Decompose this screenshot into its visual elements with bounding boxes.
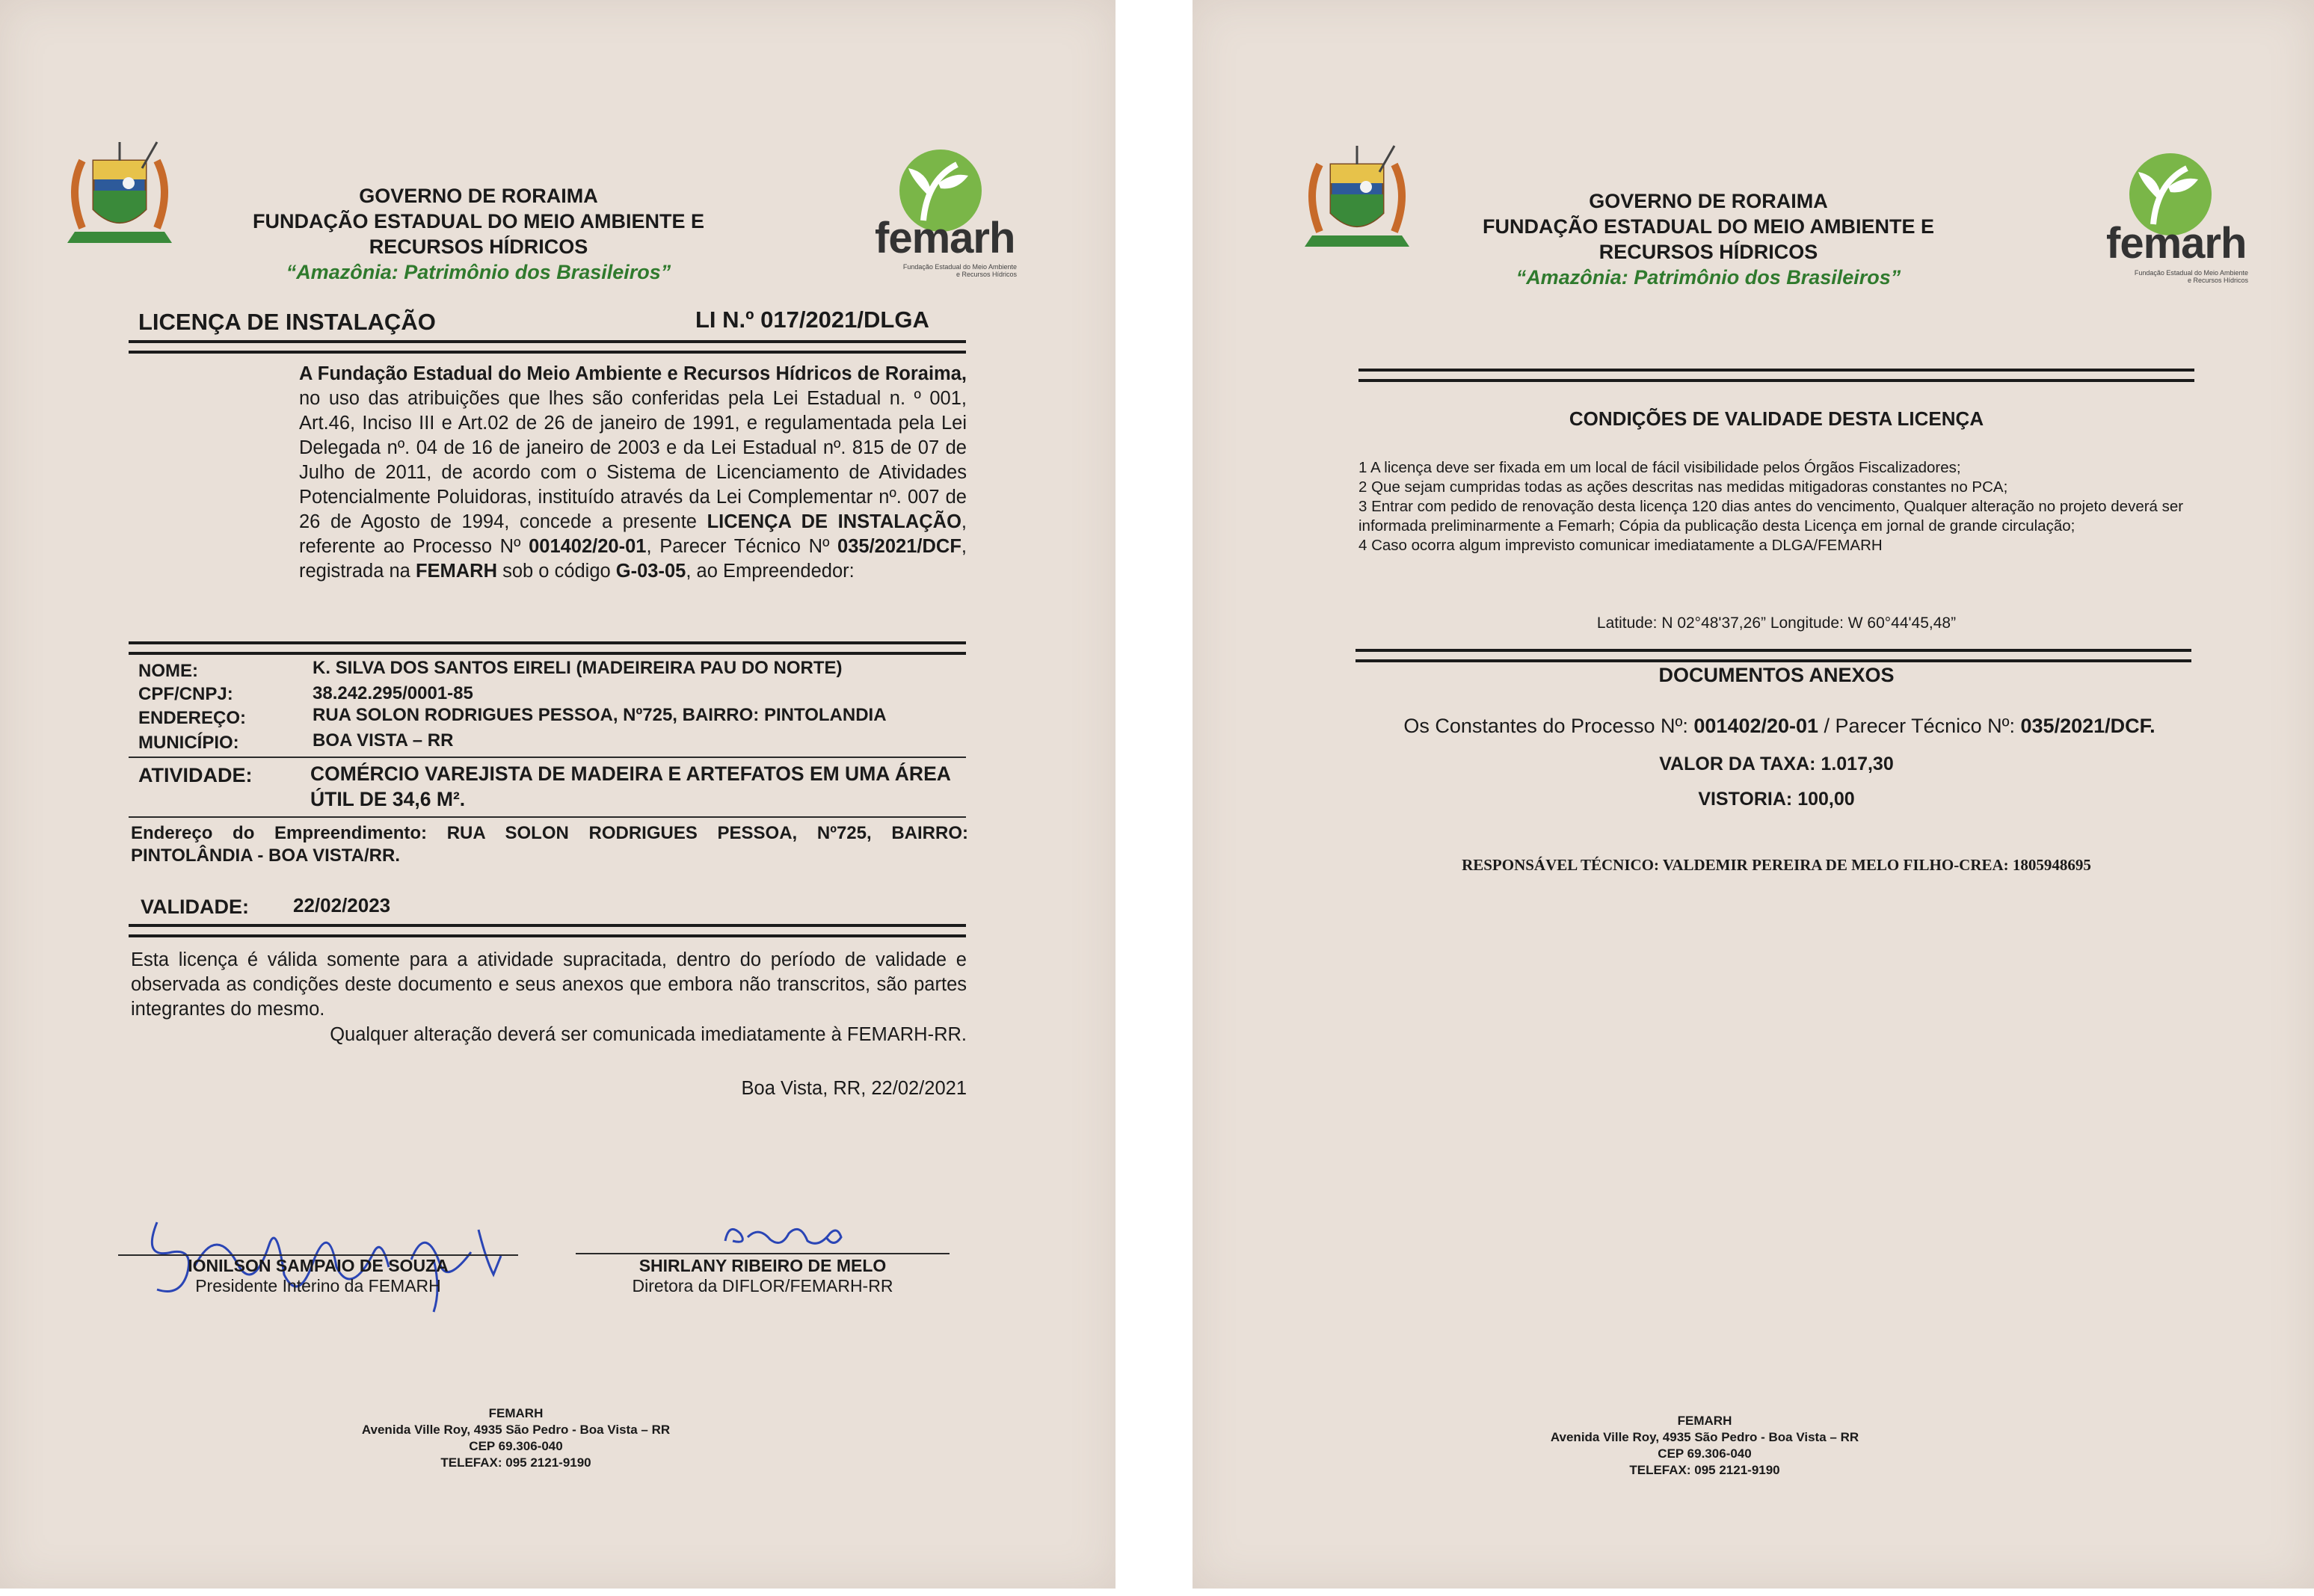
cpf-value: 38.242.295/0001-85 [313,683,473,703]
signature-block-president [118,1256,518,1296]
license-number: LI N.º 017/2021/DLGA [695,306,929,333]
divider [129,340,966,354]
cpf-label: CPF/CNPJ: [138,684,233,704]
header-foundation: FUNDAÇÃO ESTADUAL DO MEIO AMBIENTE E [252,210,704,232]
municipio-label: MUNICÍPIO: [138,733,239,753]
header-foundation: FUNDAÇÃO ESTADUAL DO MEIO AMBIENTE E [1482,215,1934,238]
signer-name: SHIRLANY RIBEIRO DE MELO [638,1256,887,1275]
signer-role: Diretora da DIFLOR/FEMARH-RR [632,1276,893,1295]
signer-role: Presidente Interino da FEMARH [195,1276,441,1295]
divider [129,641,966,655]
empreendimento-address: Endereço do Empreendimento: RUA SOLON RODRIGUES PESSOA, Nº725, BAIRRO: PINTOLÂNDIA - BOA VISTA/RR. [131,823,968,866]
divider [129,816,966,818]
signature-block-director [576,1256,950,1296]
endereco-value: RUA SOLON RODRIGUES PESSOA, Nº725, BAIRRO: PINTOLANDIA [313,705,887,725]
header-slogan: “Amazônia: Patrimônio dos Brasileiros” [1516,266,1901,289]
condition-item: 3 Entrar com pedido de renovação desta licença 120 dias antes do vencimento, Qualquer alteração no projeto deverá ser informada preliminarmente a Femarh; Cópia da publicação desta Licença em jornal de grande circulação; [1358,498,2184,534]
footer-address: FEMARH Avenida Ville Roy, 4935 São Pedro - Boa Vista – RR CEP 69.306-040 TELEFAX: 095 2121-9190 [1550,1414,1859,1477]
condition-item: 1 A licença deve ser fixada em um local de fácil visibilidade pelos Órgãos Fiscalizadores; [1358,459,1961,476]
inspection-value: VISTORIA: 100,00 [1698,789,1855,810]
femarh-wordmark: femarh [875,214,1015,262]
validade-label: VALIDADE: [141,896,249,918]
divider [129,757,966,758]
conditions-title: CONDIÇÕES DE VALIDADE DESTA LICENÇA [1569,407,1984,430]
femarh-logo-subtitle: Fundação Estadual do Meio Ambiente e Recursos Hídricos [902,263,1017,278]
license-title: LICENÇA DE INSTALAÇÃO [138,309,436,335]
validade-value: 22/02/2023 [293,894,391,916]
header-resources: RECURSOS HÍDRICOS [1598,241,1818,263]
nome-value: K. SILVA DOS SANTOS EIRELI (MADEIREIRA PAU DO NORTE) [313,658,843,678]
signature-line [576,1253,950,1254]
license-page-1 [0,0,1116,1589]
header-government: GOVERNO DE RORAIMA [1589,190,1828,212]
signature-shirlany-icon [718,1218,845,1252]
fee-value: VALOR DA TAXA: 1.017,30 [1659,754,1894,774]
conditions-list [1358,458,2203,555]
municipio-value: BOA VISTA – RR [313,730,454,751]
validity-paragraph: Esta licença é válida somente para a atividade supracitada, dentro do período de validade e observada as condições deste documento e seus anexos que embora não transcritos, são partes integrantes do mesmo. [131,949,967,1020]
divider [1358,369,2194,382]
header-slogan: “Amazônia: Patrimônio dos Brasileiros” [286,261,671,283]
condition-item: 2 Que sejam cumpridas todas as ações descritas nas medidas mitigadoras constantes no PCA; [1358,478,2008,496]
divider [1356,649,2191,662]
change-notice: Qualquer alteração deverá ser comunicada imediatamente à FEMARH-RR. [330,1024,967,1045]
header-government: GOVERNO DE RORAIMA [359,185,598,207]
license-page-2 [1193,0,2314,1589]
responsible-technician: RESPONSÁVEL TÉCNICO: VALDEMIR PEREIRA DE MELO FILHO-CREA: 1805948695 [1462,856,2091,874]
nome-label: NOME: [138,661,198,681]
condition-item: 4 Caso ocorra algum imprevisto comunicar imediatamente a DLGA/FEMARH [1358,537,1883,554]
footer-address: FEMARH Avenida Ville Roy, 4935 São Pedro - Boa Vista – RR CEP 69.306-040 TELEFAX: 095 2121-9190 [361,1406,671,1470]
signer-name: IONILSON SAMPAIO DE SOUZA [188,1256,449,1275]
femarh-wordmark: femarh [2106,219,2247,268]
divider [129,924,966,937]
atividade-label: ATIVIDADE: [138,764,253,786]
femarh-logo-subtitle: Fundação Estadual do Meio Ambiente e Recursos Hídricos [2134,269,2248,284]
header-resources: RECURSOS HÍDRICOS [369,235,588,258]
place-date: Boa Vista, RR, 22/02/2021 [741,1078,967,1099]
atividade-value: COMÉRCIO VAREJISTA DE MADEIRA E ARTEFATOS EM UMA ÁREA ÚTIL DE 34,6 M². [310,762,950,810]
annex-reference: Os Constantes do Processo Nº: 001402/20-01 / Parecer Técnico Nº: 035/2021/DCF. [1403,715,2155,737]
annex-title: DOCUMENTOS ANEXOS [1658,664,1895,686]
coordinates: Latitude: N 02°48'37,26” Longitude: W 60°44'45,48” [1596,614,1957,632]
license-intro-paragraph: A Fundação Estadual do Meio Ambiente e Recursos Hídricos de Roraima, no uso das atribuições que lhes são conferidas pela Lei Estadual n. º 001, Art.46, Inciso III e Art.02 de 26 de janeiro de 1991, e regulamentada pela Lei Delegada nº. 04 de 16 de janeiro de 2003 e da Lei Estadual nº. 815 de 07 de Julho de 2011, de acordo com o Sistema de Licenciamento de Atividades Potencialmente Poluidoras, instituído através da Lei Complementar nº. 007 de 26 de Agosto de 1994, concede a presente LICENÇA DE INSTALAÇÃO, referente ao Processo Nº 001402/20-01, Parecer Técnico Nº 035/2021/DCF, registrada na FEMARH sob o código G-03-05, ao Empreendedor: [299,363,967,582]
endereco-label: ENDEREÇO: [138,708,247,728]
